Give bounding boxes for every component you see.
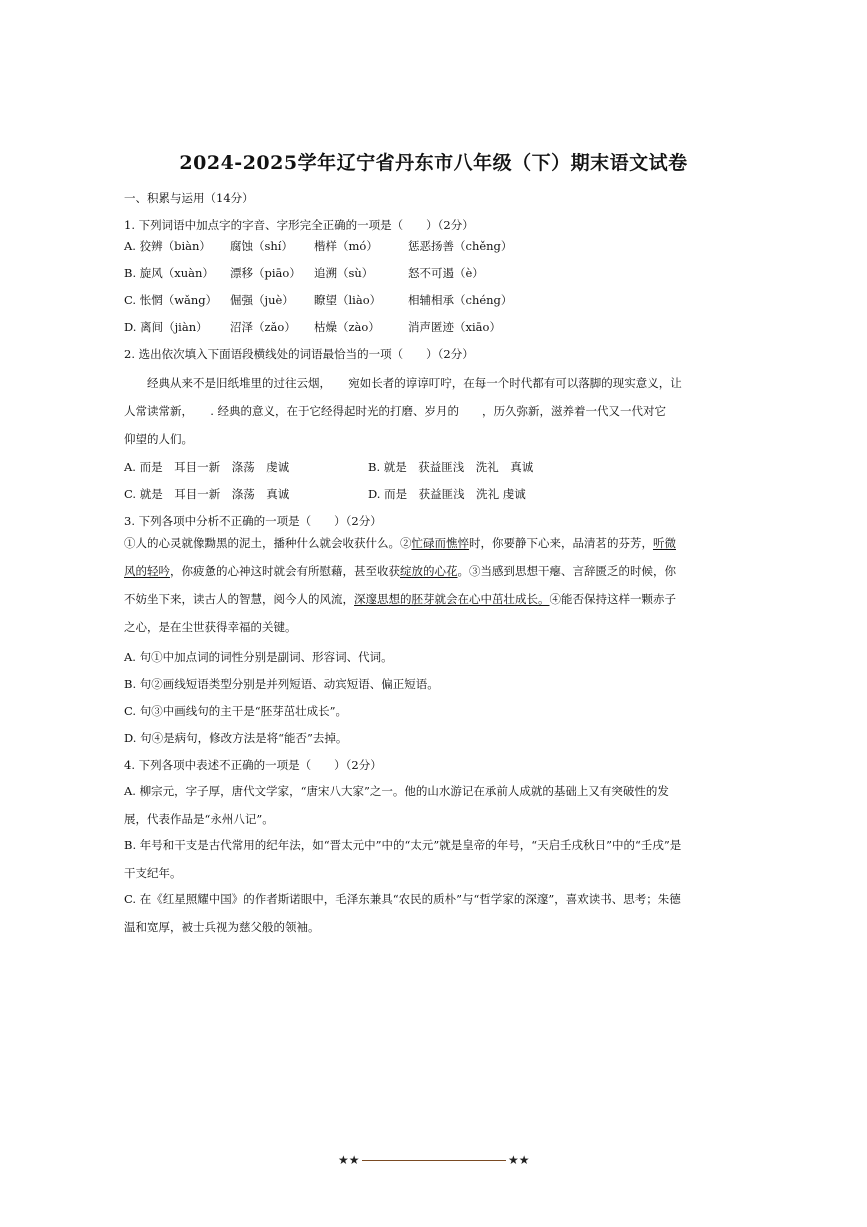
q4-option-a: A. 柳宗元，字子厚，唐代文学家，“唐宋八大家”之一。他的山水游记在承前人成就的基础上又有突破性的发展，代表作品是“永州八记”。 (124, 784, 669, 826)
question-2-passage: 经典从来不是旧纸堆里的过往云烟， 宛如长者的谆谆叮咛，在每一个时代都有可以落脚的现实意义，让人常读常新， . 经典的意义，在于它经得起时光的打磨、岁月的 ，历久弥新，滋养着一代又一代对它 仰望的人们。 (124, 376, 690, 446)
question-1-stem: 1. 下列词语中加点字的字音、字形完全正确的一项是（ ）（2分） (124, 218, 474, 232)
q1-option-a-word2: 腐蚀（shí） (230, 239, 293, 253)
q3-passage-text-5: ④能否保持这样一颗赤子之心，是在尘世获得幸福的关键。 (124, 592, 676, 634)
q1-option-c-word3: 瞭望（liào） (314, 293, 382, 307)
q4-option-c: C. 在《红星照耀中国》的作者斯诺眼中，毛泽东兼具“农民的质朴”与“哲学家的深邃”，喜欢读书、思考；朱德温和宽厚，被士兵视为慈父般的领袖。 (124, 892, 681, 934)
q2-option-a: A. 而是 耳目一新 涤荡 虔诚 (124, 460, 290, 474)
q3-option-a: A. 句①中加点词的词性分别是副词、形容词、代词。 (124, 650, 393, 664)
q1-option-d-word4: 消声匿迹（xiāo） (408, 320, 501, 334)
q1-option-a-word4: 惩恶扬善（chěng） (408, 239, 513, 253)
q2-option-c: C. 就是 耳目一新 涤荡 真诚 (124, 487, 290, 501)
q1-option-c-word2: 倔强（juè） (230, 293, 294, 307)
q1-option-b-word4: 怒不可遏（è） (408, 266, 484, 280)
q1-option-d-word2: 沼泽（zǎo） (230, 320, 296, 334)
q1-option-b-word3: 追溯（sù） (314, 266, 374, 280)
q4-option-b: B. 年号和干支是古代常用的纪年法，如“晋太元中”中的“太元”就是皇帝的年号，“天启壬戌秋日”中的“壬戌”是干支纪年。 (124, 838, 682, 880)
q3-underlined-sentence: 深邃思想的胚芽就会在心中茁壮成长。 (354, 592, 550, 606)
exam-title: 2024-2025学年辽宁省丹东市八年级（下）期末语文试卷 (179, 152, 688, 174)
q1-option-d-word3: 枯燥（zào） (314, 320, 380, 334)
q3-passage-text-1: ①人的心灵就像黝黑的泥土，播种什么就会收获什么。② (124, 536, 412, 550)
q3-passage-text-3: ，你疲惫的心神这时就会有所慰藉，甚至收获 (170, 564, 400, 578)
q3-underlined-phrase-3: 绽放的心花 (400, 564, 458, 578)
question-4-stem: 4. 下列各项中表述不正确的一项是（ ）（2分） (124, 758, 382, 772)
q2-option-d: D. 而是 获益匪浅 洗礼 虔诚 (368, 487, 526, 501)
footer-ornament (338, 1153, 530, 1167)
q1-option-b-word1: B. 旋风（xuàn） (124, 266, 214, 280)
q3-underlined-phrase-1: 忙碌而憔悴 (411, 536, 469, 550)
question-3-stem: 3. 下列各项中分析不正确的一项是（ ）（2分） (124, 514, 382, 528)
q3-option-c: C. 句③中画线句的主干是“胚芽茁壮成长”。 (124, 704, 347, 718)
q1-option-c-word1: C. 怅惘（wǎng） (124, 293, 218, 307)
q1-option-d-word1: D. 离间（jiàn） (124, 320, 208, 334)
footer-left-stars: ★★ (338, 1153, 360, 1167)
q3-passage-text-2: 时，你要静下心来，品清茗的芬芳， (469, 536, 653, 550)
q1-option-a-word3: 楷样（mó） (314, 239, 378, 253)
footer-right-stars: ★★ (508, 1153, 530, 1167)
q3-option-d: D. 句④是病句，修改方法是将“能否”去掉。 (124, 731, 348, 745)
footer-rule (362, 1160, 506, 1161)
question-2-stem: 2. 选出依次填入下面语段横线处的词语最恰当的一项（ ）（2分） (124, 347, 474, 361)
q1-option-a-word1: A. 狡辨（biàn） (124, 239, 211, 253)
q1-option-c-word4: 相辅相承（chéng） (408, 293, 513, 307)
q1-option-b-word2: 漂移（piāo） (230, 266, 301, 280)
question-3-passage (124, 529, 686, 641)
section-heading: 一、积累与运用（14分） (124, 191, 254, 205)
q3-passage-text-4: 。③当感到思想干瘪、言辞匮乏的时候，你不妨坐下来，读古人的智慧，阅今人的风流， (124, 564, 676, 606)
q2-option-b: B. 就是 获益匪浅 洗礼 真诚 (368, 460, 534, 474)
q3-underlined-phrase-2: 听微风的轻吟 (124, 536, 676, 578)
q3-option-b: B. 句②画线短语类型分别是并列短语、动宾短语、偏正短语。 (124, 677, 439, 691)
